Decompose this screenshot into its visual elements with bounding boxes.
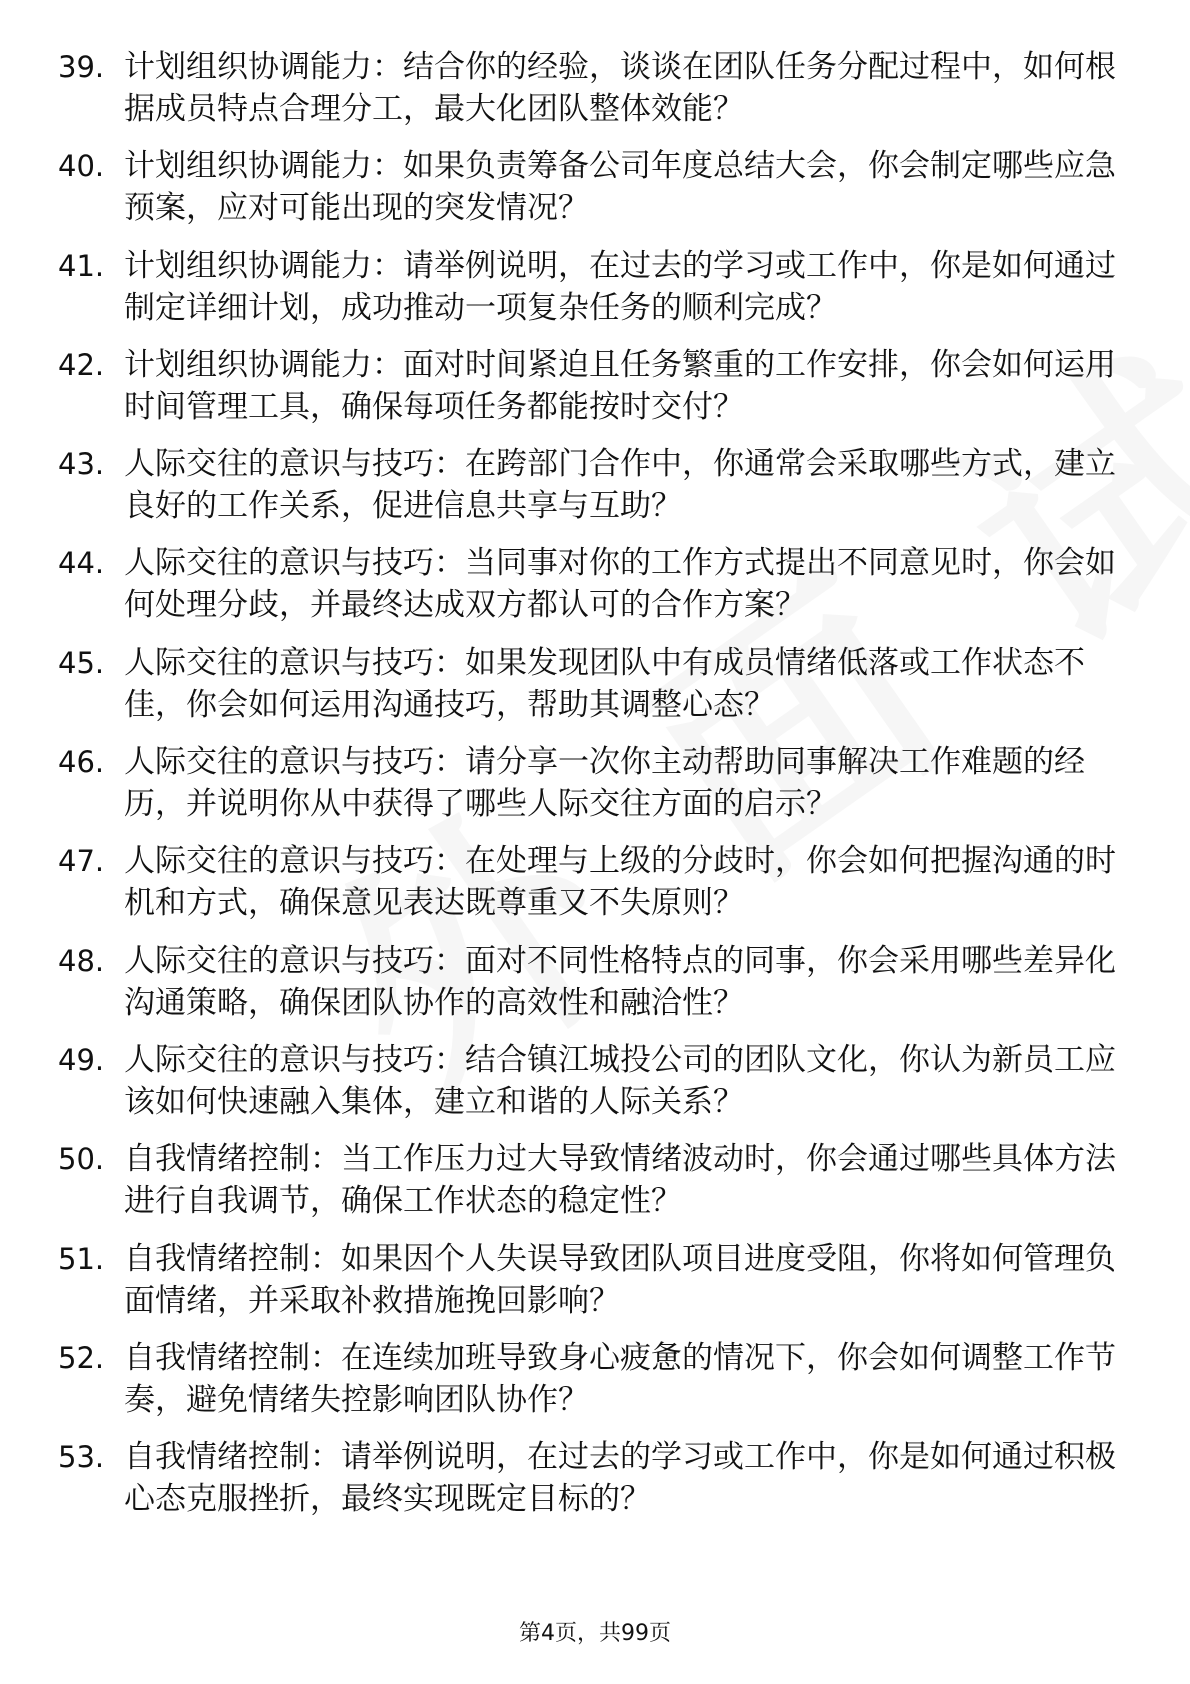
question-number: 53. — [58, 1440, 105, 1475]
question-text: 人际交往的意识与技巧：面对不同性格特点的同事，你会采用哪些差异化沟通策略，确保团队协作的高效性和融洽性？ — [124, 942, 1116, 1021]
question-number: 51. — [58, 1241, 105, 1276]
question-item — [58, 245, 1138, 344]
question-number: 45. — [58, 645, 105, 680]
question-text: 计划组织协调能力：如果负责筹备公司年度总结大会，你会制定哪些应急预案，应对可能出现的突发情况？ — [124, 148, 1116, 227]
question-text: 计划组织协调能力：面对时间紧迫且任务繁重的工作安排，你会如何运用时间管理工具，确保每项任务都能按时交付？ — [124, 346, 1116, 425]
question-number: 40. — [58, 149, 105, 184]
question-item — [58, 145, 1138, 244]
question-item — [58, 940, 1138, 1039]
question-text: 计划组织协调能力：结合你的经验，谈谈在团队任务分配过程中，如何根据成员特点合理分工，最大化团队整体效能？ — [124, 49, 1116, 127]
question-text: 自我情绪控制：当工作压力过大导致情绪波动时，你会通过哪些具体方法进行自我调节，确保工作状态的稳定性？ — [124, 1141, 1116, 1220]
question-item — [58, 1436, 1138, 1535]
question-text: 人际交往的意识与技巧：结合镇江城投公司的团队文化，你认为新员工应该如何快速融入集体，建立和谐的人际关系？ — [124, 1041, 1116, 1120]
question-number: 41. — [58, 248, 105, 283]
question-item — [58, 443, 1138, 542]
question-text: 计划组织协调能力：请举例说明，在过去的学习或工作中，你是如何通过制定详细计划，成功推动一项复杂任务的顺利完成？ — [124, 247, 1116, 326]
question-number: 50. — [58, 1142, 105, 1177]
question-number: 43. — [58, 447, 105, 482]
question-item — [58, 642, 1138, 741]
question-item — [58, 1337, 1138, 1436]
question-list — [58, 46, 1138, 1535]
question-text: 自我情绪控制：在连续加班导致身心疲惫的情况下，你会如何调整工作节奏，避免情绪失控影响团队协作？ — [124, 1339, 1116, 1418]
question-text: 人际交往的意识与技巧：当同事对你的工作方式提出不同意见时，你会如何处理分歧，并最终达成双方都认可的合作方案？ — [124, 545, 1116, 624]
question-text: 人际交往的意识与技巧：在处理与上级的分歧时，你会如何把握沟通的时机和方式，确保意见表达既尊重又不失原则？ — [124, 843, 1116, 922]
question-item — [58, 542, 1138, 641]
question-number: 47. — [58, 844, 105, 879]
question-item — [58, 840, 1138, 939]
question-number: 46. — [58, 745, 105, 780]
question-number: 44. — [58, 546, 105, 581]
question-item — [58, 46, 1138, 145]
question-text: 自我情绪控制：请举例说明，在过去的学习或工作中，你是如何通过积极心态克服挫折，最终实现既定目标的？ — [124, 1439, 1116, 1518]
question-item — [58, 1138, 1138, 1237]
question-number: 42. — [58, 347, 105, 382]
question-text: 人际交往的意识与技巧：如果发现团队中有成员情绪低落或工作状态不佳，你会如何运用沟通技巧，帮助其调整心态？ — [124, 644, 1085, 723]
question-item — [58, 344, 1138, 443]
question-text: 人际交往的意识与技巧：在跨部门合作中，你通常会采取哪些方式，建立良好的工作关系，促进信息共享与互助？ — [124, 446, 1116, 525]
question-number: 48. — [58, 943, 105, 978]
question-item — [58, 1039, 1138, 1138]
question-text: 自我情绪控制：如果因个人失误导致团队项目进度受阻，你将如何管理负面情绪，并采取补救措施挽回影响？ — [124, 1240, 1116, 1319]
question-number: 39. — [58, 50, 105, 84]
question-number: 52. — [58, 1340, 105, 1375]
question-item — [58, 741, 1138, 840]
question-item — [58, 1238, 1138, 1337]
question-number: 49. — [58, 1042, 105, 1077]
page-footer: 第4页，共99页 — [519, 1621, 671, 1646]
question-text: 人际交往的意识与技巧：请分享一次你主动帮助同事解决工作难题的经历，并说明你从中获得了哪些人际交往方面的启示？ — [124, 744, 1085, 823]
